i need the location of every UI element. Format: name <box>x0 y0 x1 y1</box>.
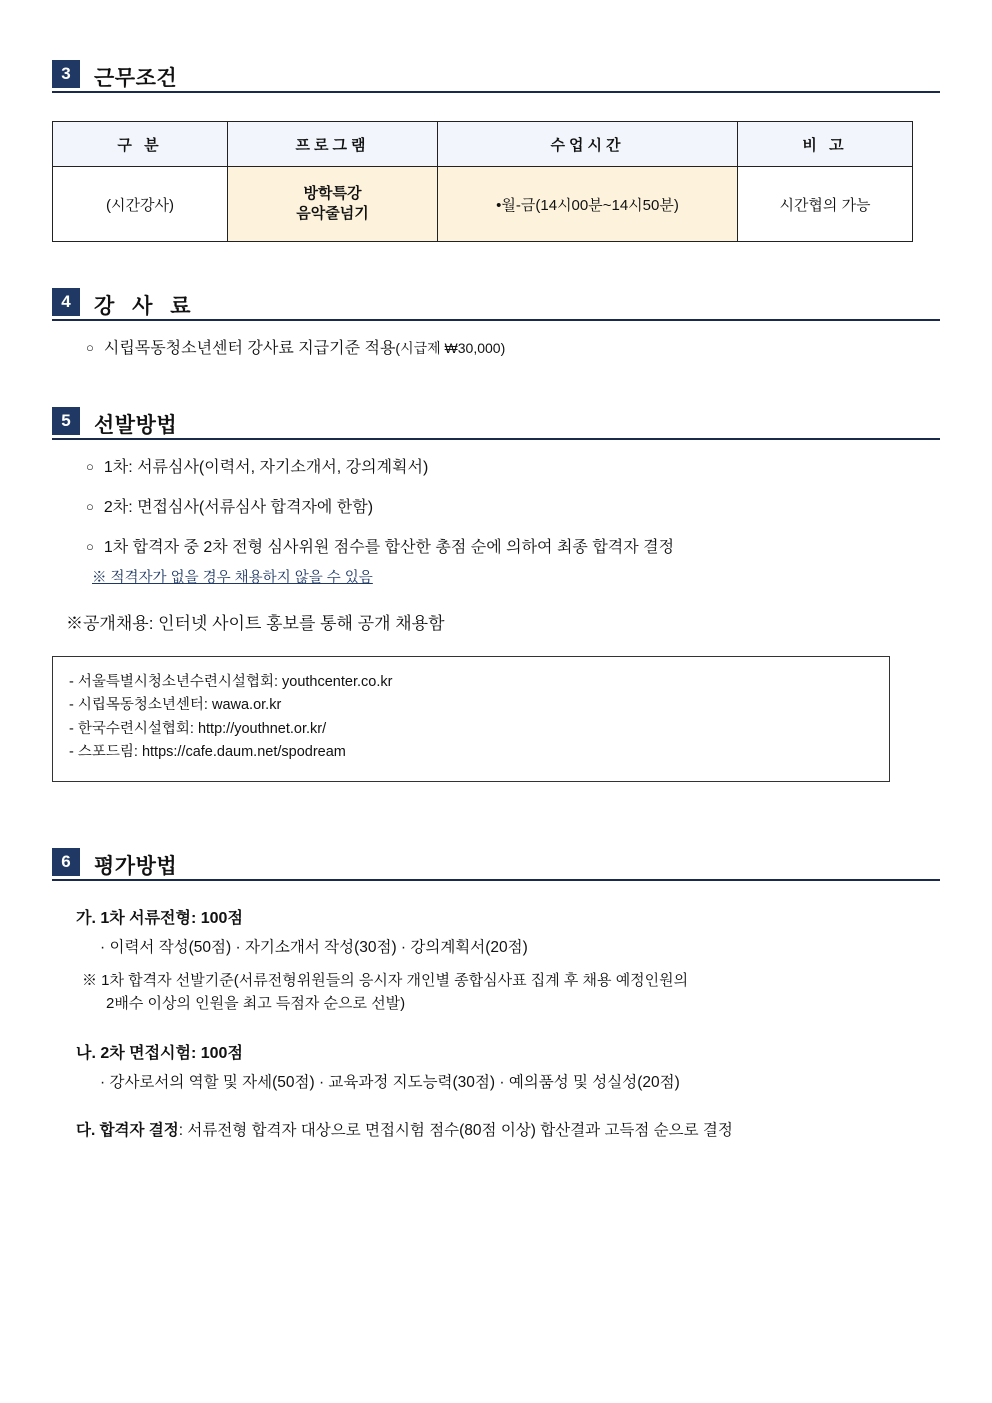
col-header-remark: 비 고 <box>738 122 913 167</box>
col-header-division: 구 분 <box>53 122 228 167</box>
evaluation-first-note-line2: 2배수 이상의 인원을 최고 득점자 순으로 선발) <box>106 995 406 1013</box>
selection-item-1-text: 1차: 서류심사(이력서, 자기소개서, 강의계획서) <box>103 459 429 476</box>
col-header-program: 프로그램 <box>228 122 438 167</box>
evaluation-second-heading: 나. 2차 면접시험: 100점 <box>76 1044 243 1062</box>
section-title-working-conditions: 근무조건 <box>94 66 178 90</box>
evaluation-first-note <box>82 969 940 1016</box>
cell-division: (시간강사) <box>53 167 228 242</box>
lecture-fee-item <box>86 337 940 361</box>
evaluation-first-note-line1: ※ 1차 합격자 선발기준(서류전형위원들의 응시자 개인별 종합심사표 집계 후 채용 예정인원의 <box>82 972 689 990</box>
bullet-circle-icon: ○ <box>86 539 94 554</box>
section-title-lecture-fee: 강 사 료 <box>94 294 197 318</box>
link-item-3[interactable]: - 한국수련시설협회: http://youthnet.or.kr/ <box>69 720 327 737</box>
public-recruitment-note: ※공개채용: 인터넷 사이트 홍보를 통해 공개 채용함 <box>66 614 445 633</box>
evaluation-result-label: 다. 합격자 결정 <box>76 1121 179 1139</box>
section-title-selection: 선발방법 <box>94 413 178 437</box>
evaluation-first-detail: · 이력서 작성(50점) · 자기소개서 작성(30점) · 강의계획서(20점) <box>100 938 528 956</box>
evaluation-result <box>76 1118 940 1140</box>
spacer <box>52 361 940 407</box>
bullet-circle-icon: ○ <box>86 340 94 355</box>
section-number-6: 6 <box>52 848 80 876</box>
section-number-3: 3 <box>52 60 80 88</box>
evaluation-first-heading: 가. 1차 서류전형: 100점 <box>76 909 243 927</box>
spacer <box>52 242 940 288</box>
link-item-4[interactable]: - 스포드림: https://cafe.daum.net/spodream <box>69 744 346 761</box>
cell-program-line1: 방학특강 <box>303 184 362 202</box>
link-item-1[interactable]: - 서울특별시청소년수련시설협회: youthcenter.co.kr <box>69 674 393 690</box>
selection-item-1 <box>86 456 940 480</box>
bullet-circle-icon: ○ <box>86 459 94 474</box>
cell-program <box>228 167 438 242</box>
cell-program-line2: 음악줄넘기 <box>296 205 369 222</box>
section-header-evaluation <box>52 848 940 881</box>
selection-item-2-text: 2차: 면접심사(서류심사 합격자에 한함) <box>103 499 374 516</box>
bullet-circle-icon: ○ <box>86 499 94 514</box>
table-row <box>53 167 913 242</box>
selection-item-2 <box>86 496 940 520</box>
cell-class-time: •월-금(14시00분~14시50분) <box>438 167 738 242</box>
section-number-5: 5 <box>52 407 80 435</box>
working-conditions-table <box>52 121 913 242</box>
lecture-fee-text <box>104 337 505 361</box>
lecture-fee-main: 시립목동청소년센터 강사료 지급기준 적용 <box>103 340 396 357</box>
selection-note: ※ 적격자가 없을 경우 채용하지 않을 수 있음 <box>92 570 373 586</box>
cell-remark: 시간협의 가능 <box>738 167 913 242</box>
selection-item-3 <box>86 536 940 560</box>
section-header-selection <box>52 407 940 440</box>
table-header-row <box>53 122 913 167</box>
section-number-4: 4 <box>52 288 80 316</box>
section-header-lecture-fee <box>52 288 940 321</box>
lecture-fee-amount: (시급제 ₩30,000) <box>395 340 506 356</box>
link-item-2[interactable]: - 시립목동청소년센터: wawa.or.kr <box>69 697 282 714</box>
link-box <box>52 656 890 782</box>
evaluation-second-detail: · 강사로서의 역할 및 자세(50점) · 교육과정 지도능력(30점) · 예의품성 및 성실성(20점) <box>100 1073 680 1091</box>
section-title-evaluation: 평가방법 <box>94 854 178 878</box>
section-header-working-conditions <box>52 60 940 93</box>
selection-item-3-text: 1차 합격자 중 2차 전형 심사위원 점수를 합산한 총점 순에 의하여 최종 합격자 결정 <box>103 539 675 556</box>
spacer <box>52 782 940 848</box>
col-header-class-time: 수업시간 <box>438 122 738 167</box>
evaluation-result-text: : 서류전형 합격자 대상으로 면접시험 점수(80점 이상) 합산결과 고득점 순으로 결정 <box>178 1121 733 1139</box>
